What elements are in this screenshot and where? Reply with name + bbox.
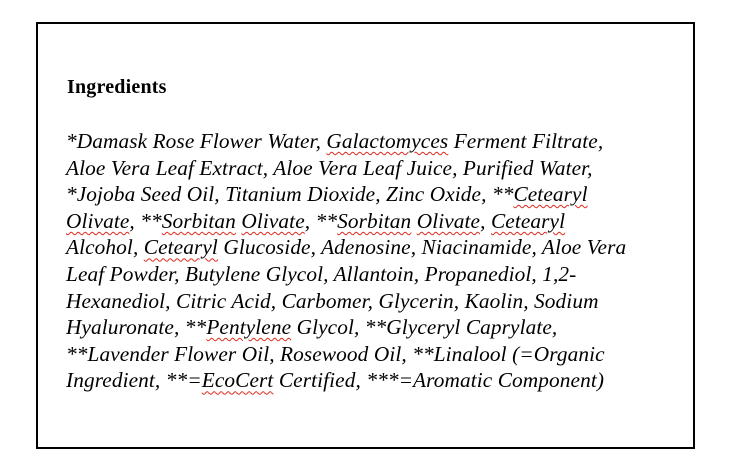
- text-segment: **Lavender Flower Oil, Rosewood Oil, **Linalool (=Organic: [66, 341, 605, 366]
- misspelled-word: Cetearyl: [143, 235, 218, 260]
- text-segment: Glycol, **Glyceryl Caprylate,: [291, 315, 558, 340]
- ingredients-line: [66, 261, 683, 288]
- text-segment: Leaf Powder, Butylene Glycol, Allantoin, Propanediol, 1,2-: [66, 261, 577, 286]
- misspelled-word: Cetearyl: [513, 182, 588, 207]
- misspelled-word: Pentylene: [206, 315, 292, 340]
- misspelled-word: EcoCert: [201, 368, 274, 393]
- text-segment: Alcohol,: [66, 235, 144, 260]
- text-segment: *Jojoba Seed Oil, Titanium Dioxide, Zinc Oxide, **: [66, 182, 514, 207]
- ingredients-line: [66, 155, 683, 182]
- misspelled-word: Olivate: [416, 208, 481, 233]
- misspelled-word: Cetearyl: [490, 208, 566, 233]
- misspelled-word: Olivate: [66, 208, 130, 233]
- ingredients-line: [66, 234, 683, 261]
- text-segment: Ferment Filtrate,: [448, 129, 604, 153]
- misspelled-word: Galactomyces: [326, 129, 449, 153]
- ingredients-line: [66, 181, 683, 208]
- text-segment: Certified, ***=Aromatic Component): [273, 368, 605, 393]
- text-segment: *Damask Rose Flower Water,: [66, 129, 327, 153]
- text-segment: ,: [480, 208, 491, 233]
- ingredients-heading: Ingredients: [67, 76, 167, 98]
- text-segment: , **: [129, 208, 162, 233]
- text-segment: Hexanediol, Citric Acid, Carbomer, Glycerin, Kaolin, Sodium: [66, 288, 599, 313]
- ingredients-line: [66, 208, 683, 235]
- misspelled-word: Olivate: [241, 208, 305, 233]
- text-segment: Aloe Vera Leaf Extract, Aloe Vera Leaf Juice, Purified Water,: [66, 155, 593, 180]
- ingredients-paragraph: [66, 128, 683, 394]
- ingredients-line: [66, 288, 683, 315]
- ingredients-document-frame: [36, 22, 695, 449]
- ingredients-line: [66, 367, 683, 394]
- misspelled-word: Sorbitan: [337, 208, 412, 233]
- text-segment: Glucoside, Adenosine, Niacinamide, Aloe Vera: [217, 235, 627, 260]
- text-segment: Hyaluronate, **: [66, 315, 207, 340]
- ingredients-line: [66, 314, 683, 341]
- ingredients-line: [66, 341, 683, 368]
- text-segment: , **: [304, 208, 338, 233]
- ingredients-line: [66, 128, 683, 155]
- misspelled-word: Sorbitan: [161, 208, 236, 233]
- text-segment: Ingredient, **=: [66, 368, 202, 393]
